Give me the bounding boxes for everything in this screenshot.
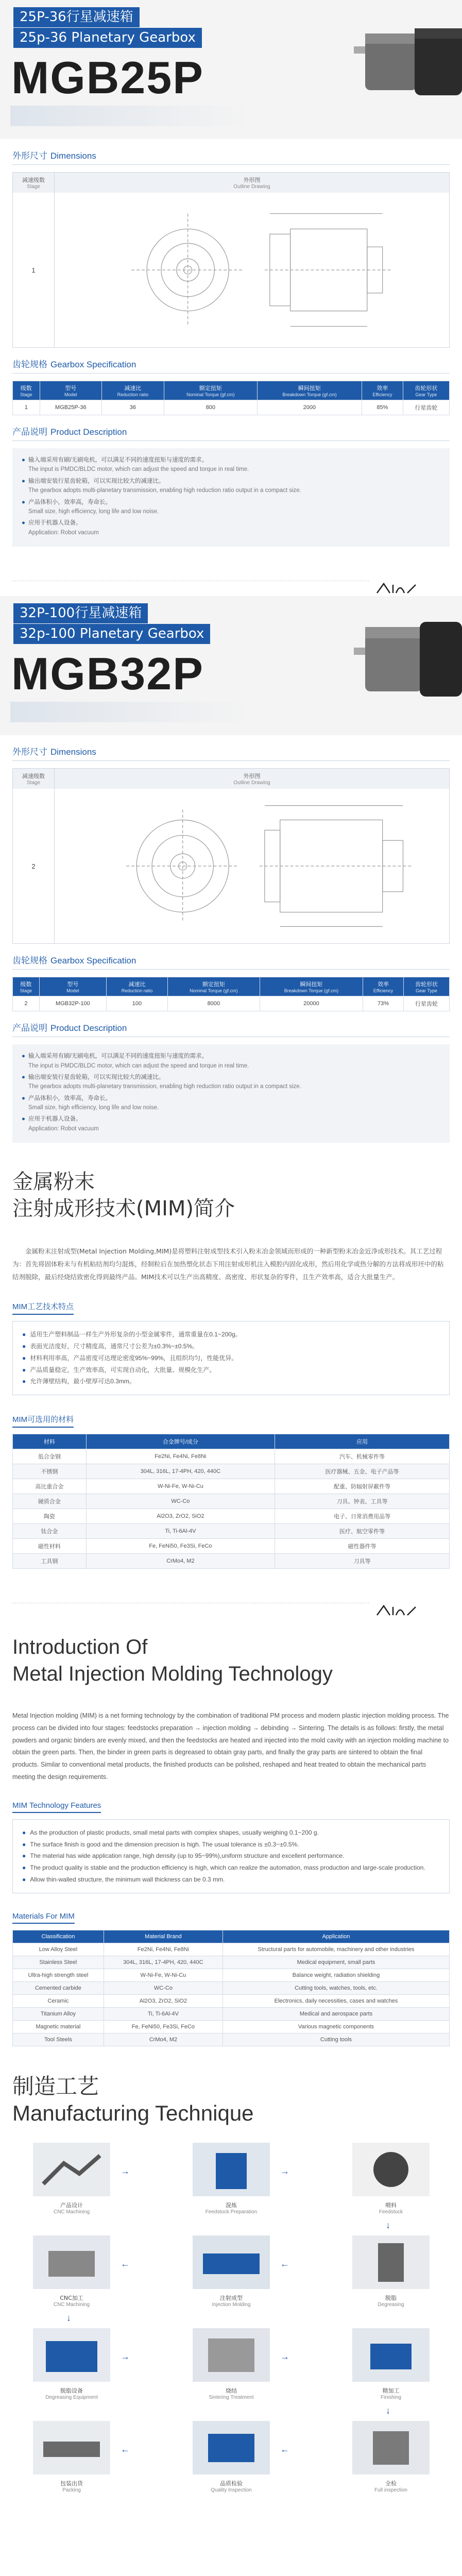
description-heading: 产品说明 Product Description <box>12 427 127 437</box>
table-row: Low Alloy Steel Fe2Ni, Fe4Ni, Fe8Ni Structural parts for automobile, machinery and other industries <box>13 1943 450 1956</box>
product-description <box>12 1044 450 1143</box>
table-row: Magnetic material Fe, FeNi50, Fe3Si, FeCo Various magnetic components <box>13 2020 450 2033</box>
material-table-zh: 材料 合金牌号/成分 应用 低合金钢 Fe2Ni, Fe4Ni, Fe8Ni 汽车、机械零件等 不锈钢 304L, 316L, 17-4PH, 420, 440C 医疗器械、五金、电子产品等 高比重合金 W-Ni-Fe, W-Ni-Cu 配重、防辐射屏蔽件等 硬质合金 WC-Co 刀具、钟表、工具等 陶瓷 Al2O3, ZrO2, SiO2 电子、日常消费用品等 钛合金 Ti, Ti-6Al-4V 医疗、航空零件等 磁性材料 Fe, FeNi50, Fe3Si, FeCo 磁性器件等 工具钢 CrMo4, M2 刀具等 <box>12 1434 450 1569</box>
arrow-left-icon: ← <box>280 2444 289 2454</box>
table-row: 低合金钢 Fe2Ni, Fe4Ni, Fe8Ni 汽车、机械零件等 <box>13 1449 450 1464</box>
list-item: ● 产品质量稳定，生产效率高，可实现自动化，大批量、规模化生产。 <box>22 1366 216 1374</box>
mim-paragraph-en: Metal Injection molding (MIM) is a net forming technology by the combination of traditional PM process and modern plastic injection molding process. The process can be divided into four stages: feedstocks preparation → injection molding → debinding → Sintering. The details is as follows: firstly, the metal powders and organic binders are evenly mixed, and then the feedstocks are heated and injected into the mold cavity with an injection molding machine to obtain the green parts. Then, the binder in green parts is degreased to obtain gray parts, and finally the gray parts are sintered to obtain the final products. Similar to conventional metal products, the finished products can be polished, reshaped and heat treated to obtain the mechanical parts meeting the design requirements. <box>12 1712 449 1781</box>
product-hero-mgb25p <box>0 0 462 139</box>
table-row: 1 MGB25P-36 36 800 2000 85% 行星齿轮 <box>13 400 450 415</box>
decorative-shadow <box>10 106 252 126</box>
gear-motor-image <box>344 606 462 709</box>
table-row: 工具钢 CrMo4, M2 刀具等 <box>13 1554 450 1569</box>
process-step: 产品设计 CNC Machining <box>33 2143 110 2215</box>
product-tag-zh: 32P-100行星减速箱 <box>13 603 148 623</box>
process-step: 精加工 Finishing <box>352 2328 430 2400</box>
table-row: 陶瓷 Al2O3, ZrO2, SiO2 电子、日常消费用品等 <box>13 1509 450 1524</box>
gear-motor-image <box>344 10 462 113</box>
process-step: 喂料 Feedstock <box>352 2143 430 2215</box>
process-step: 全检 Full inspection <box>352 2421 430 2493</box>
mim-title-en: Introduction Of Metal Injection Molding Technology <box>12 1636 333 1686</box>
section-divider <box>0 1587 462 1618</box>
product-tag-zh: 25P-36行星减速箱 <box>13 7 140 27</box>
feature-list-zh <box>12 1321 450 1395</box>
table-row: Ultra-high strength steel W-Ni-Fe, W-Ni-Cu Balance weight, radiation shielding <box>13 1969 450 1981</box>
mim-title-zh: 金属粉末 注射成形技术(MIM)简介 <box>12 1170 235 1221</box>
divider <box>12 969 450 970</box>
table-row: 不锈钢 304L, 316L, 17-4PH, 420, 440C 医疗器械、五金、电子产品等 <box>13 1464 450 1479</box>
list-item: ● 输入端采用有刷/无刷电机，可以满足不同的速度扭矩与速度的需求。 The input is PMDC/BLDC motor, which can adjust the speed and torque in real time. <box>22 457 249 473</box>
arrow-down-icon: ↓ <box>386 2219 390 2230</box>
material-heading-zh: MIM可选用的材料 <box>12 1414 74 1428</box>
process-step: 注射成型 Injection Molding <box>193 2235 270 2308</box>
list-item: ● As the production of plastic products, small metal parts with complex shapes, usually weighing 0.1~200 g. <box>22 1828 319 1836</box>
list-item: ● 产品体积小，效率高，寿命长。 Small size, high efficiency, long life and low noise. <box>22 499 159 515</box>
table-row: Tool Steels CrMo4, M2 Cutting tools <box>13 2033 450 2046</box>
table-row: 钛合金 Ti, Ti-6Al-4V 医疗、航空零件等 <box>13 1524 450 1539</box>
product-tag-en: 32p-100 Planetary Gearbox <box>13 624 210 644</box>
product-hero-mgb32p <box>0 596 462 735</box>
process-step: 脱脂 Degreasing <box>352 2235 430 2308</box>
mim-paragraph-zh: 金属粉末注射成型(Metal Injection Molding,MIM)是将塑料注射成型技术引入粉末冶金领域而形成的一种新型粉末冶金近净成形技术。其工艺过程为：首先将固体粉末与有机粘结剂均匀混炼，经制粒后在加热塑化状态下用注射成形机注入模腔内固化成形，然后用化学或热分解的方法将成形坯中的粘结剂脱除，最后经烧结致密化得到最终产品。MIM技术可以生产出高精度、高密度、形状复杂的零件，且生产效率高，适合大批量生产。 <box>12 1247 444 1281</box>
list-item: ● 应用于机器人设备。 Application: Robot vacuum <box>22 1116 99 1132</box>
stage-value: 1 <box>13 193 55 347</box>
stage-value: 2 <box>13 789 55 943</box>
divider <box>12 373 450 374</box>
material-table-en: Classification Material Brand Application Low Alloy Steel Fe2Ni, Fe4Ni, Fe8Ni Structural parts for automobile, machinery and other industries Stainless Steel 304L, 316L, 17-4PH, 420, 440C Medical equipment, small parts Ultra-high strength steel W-Ni-Fe, W-Ni-Cu Balance weight, radiation shielding Cemented carbide WC-Co Cutting tools, watches, tools, etc. Ceramic Al2O3, ZrO2, SiO2 Electronics, daily necessities, cases and watches Titanium Alloy Ti, Ti-6Al-4V Medical and aerospace parts Magnetic material Fe, FeNi50, Fe3Si, FeCo Various magnetic components Tool Steels CrMo4, M2 Cutting tools <box>12 1930 450 2046</box>
list-item: ● 表面光洁度好，尺寸精度高，通常尺寸公差为±0.3%~±0.5%。 <box>22 1343 199 1350</box>
feature-heading-zh: MIM工艺技术特点 <box>12 1301 74 1315</box>
list-item: ● 产品体积小，效率高，寿命长。 Small size, high efficiency, long life and low noise. <box>22 1095 159 1111</box>
table-row: Stainless Steel 304L, 316L, 17-4PH, 420, 440C Medical equipment, small parts <box>13 1956 450 1969</box>
divider <box>12 440 450 441</box>
arrow-down-icon: ↓ <box>66 2312 71 2323</box>
arrow-left-icon: ← <box>121 2444 130 2454</box>
table-row: Titanium Alloy Ti, Ti-6Al-4V Medical and aerospace parts <box>13 2007 450 2020</box>
process-step: 混炼 Feedstock Preparation <box>193 2143 270 2215</box>
divider <box>12 760 450 761</box>
list-item: ● The surface finish is good and the dimension precision is high. The usual tolerance is ±0.3~±0.5%. <box>22 1840 299 1848</box>
product-model: MGB25P <box>11 52 204 103</box>
list-item: ● 输入端采用有刷/无刷电机，可以满足不同的速度扭矩与速度的需求。 The input is PMDC/BLDC motor, which can adjust the speed and torque in real time. <box>22 1053 249 1069</box>
list-item: ● 输出端安装行星齿轮箱，可以实现比较大的减速比。 The gearbox adopts multi-planetary transmission, enabling high reduction ratio output in a compact size. <box>22 1074 301 1090</box>
feature-heading-en: MIM Technology Features <box>12 1801 101 1813</box>
process-step: CNC加工 CNC Machining <box>33 2235 110 2308</box>
list-item: ● 输出端安装行星齿轮箱，可以实现比较大的减速比。 The gearbox adopts multi-planetary transmission, enabling high reduction ratio output in a compact size. <box>22 478 301 494</box>
table-row: Cemented carbide WC-Co Cutting tools, watches, tools, etc. <box>13 1981 450 1994</box>
arrow-right-icon: → <box>280 2165 289 2176</box>
list-item: ● 应用于机器人设备。 Application: Robot vacuum <box>22 520 99 536</box>
list-item: ● Allow thin-walled structure, the minimum wall thickness can be 0.3 mm. <box>22 1875 225 1883</box>
brand-logo-icon <box>374 1603 421 1618</box>
list-item: ● 允许薄壁结构，最小壁厚可达0.3mm。 <box>22 1378 135 1385</box>
material-heading-en: Materials For MIM <box>12 1912 75 1924</box>
feature-list-en <box>12 1819 450 1893</box>
spec-table: 级数 Stage 型号 Model 减速比 Reduction ratio 额定扭矩 Nominal Torque (gf.cm) 瞬间扭矩 Breakdown Torque (gf.cm) 效率 Efficiency 齿轮形状 Gear Type 2 MGB32P-100 100 8000 20000 73% 行星齿轮 <box>12 977 450 1011</box>
description-heading: 产品说明 Product Description <box>12 1023 127 1034</box>
arrow-left-icon: ← <box>121 2258 130 2269</box>
process-flow <box>12 2143 450 2498</box>
table-row: 硬质合金 WC-Co 刀具、钟表、工具等 <box>13 1494 450 1509</box>
table-row: 2 MGB32P-100 100 8000 20000 73% 行星齿轮 <box>13 996 450 1011</box>
product-description <box>12 448 450 547</box>
arrow-right-icon: → <box>121 2165 130 2176</box>
product-tag-en: 25p-36 Planetary Gearbox <box>13 28 202 48</box>
process-title: 制造工艺 Manufacturing Technique <box>12 2073 254 2126</box>
list-item: ● 适用生产塑料制品一样生产外形复杂的小型金属零件，通常重量在0.1~200g。 <box>22 1331 242 1338</box>
spec-table: 级数 Stage 型号 Model 减速比 Reduction ratio 额定扭矩 Nominal Torque (gf.cm) 瞬间扭矩 Breakdown Torque (gf.cm) 效率 Efficiency 齿轮形状 Gear Type 1 MGB25P-36 36 800 2000 85% 行星齿轮 <box>12 381 450 415</box>
table-row: 高比重合金 W-Ni-Fe, W-Ni-Cu 配重、防辐射屏蔽件等 <box>13 1479 450 1494</box>
table-row: Ceramic Al2O3, ZrO2, SiO2 Electronics, daily necessities, cases and watches <box>13 1994 450 2007</box>
arrow-right-icon: → <box>121 2351 130 2362</box>
list-item: ● The product quality is stable and the production efficiency is high, which can realize the automation, mass production and large-scale production. <box>22 1864 425 1872</box>
section-divider <box>0 565 462 596</box>
process-step: 烧结 Sintering Treatment <box>193 2328 270 2400</box>
dimensions-table: 减速级数 Stage 外形图 Outline Drawing 1 <box>12 172 450 348</box>
spec-heading: 齿轮规格 Gearbox Specification <box>12 956 136 967</box>
list-item: ● 材料利用率高，产品密度可达理论密度95%~99%，且组织均匀，性能优异。 <box>22 1354 238 1362</box>
brand-logo-icon <box>374 581 421 596</box>
divider <box>12 164 450 165</box>
spec-heading: 齿轮规格 Gearbox Specification <box>12 360 136 370</box>
dimensions-heading: 外形尺寸 Dimensions <box>12 747 96 758</box>
process-step: 品质检验 Quality Inspection <box>193 2421 270 2493</box>
arrow-down-icon: ↓ <box>386 2405 390 2416</box>
process-step: 包装出货 Packing <box>33 2421 110 2493</box>
list-item: ● The material has wide application range, high density (up to 95~99%),uniform structure and excellent performance. <box>22 1852 345 1860</box>
arrow-right-icon: → <box>280 2351 289 2362</box>
outline-drawing <box>55 193 449 347</box>
decorative-shadow <box>10 702 252 722</box>
arrow-left-icon: ← <box>280 2258 289 2269</box>
product-model: MGB32P <box>11 648 204 700</box>
process-step: 脱脂设备 Degreasing Equipment <box>33 2328 110 2400</box>
dimensions-table: 减速级数 Stage 外形图 Outline Drawing 2 <box>12 768 450 944</box>
dimensions-heading: 外形尺寸 Dimensions <box>12 151 96 161</box>
outline-drawing <box>55 789 449 943</box>
table-row: 磁性材料 Fe, FeNi50, Fe3Si, FeCo 磁性器件等 <box>13 1539 450 1554</box>
